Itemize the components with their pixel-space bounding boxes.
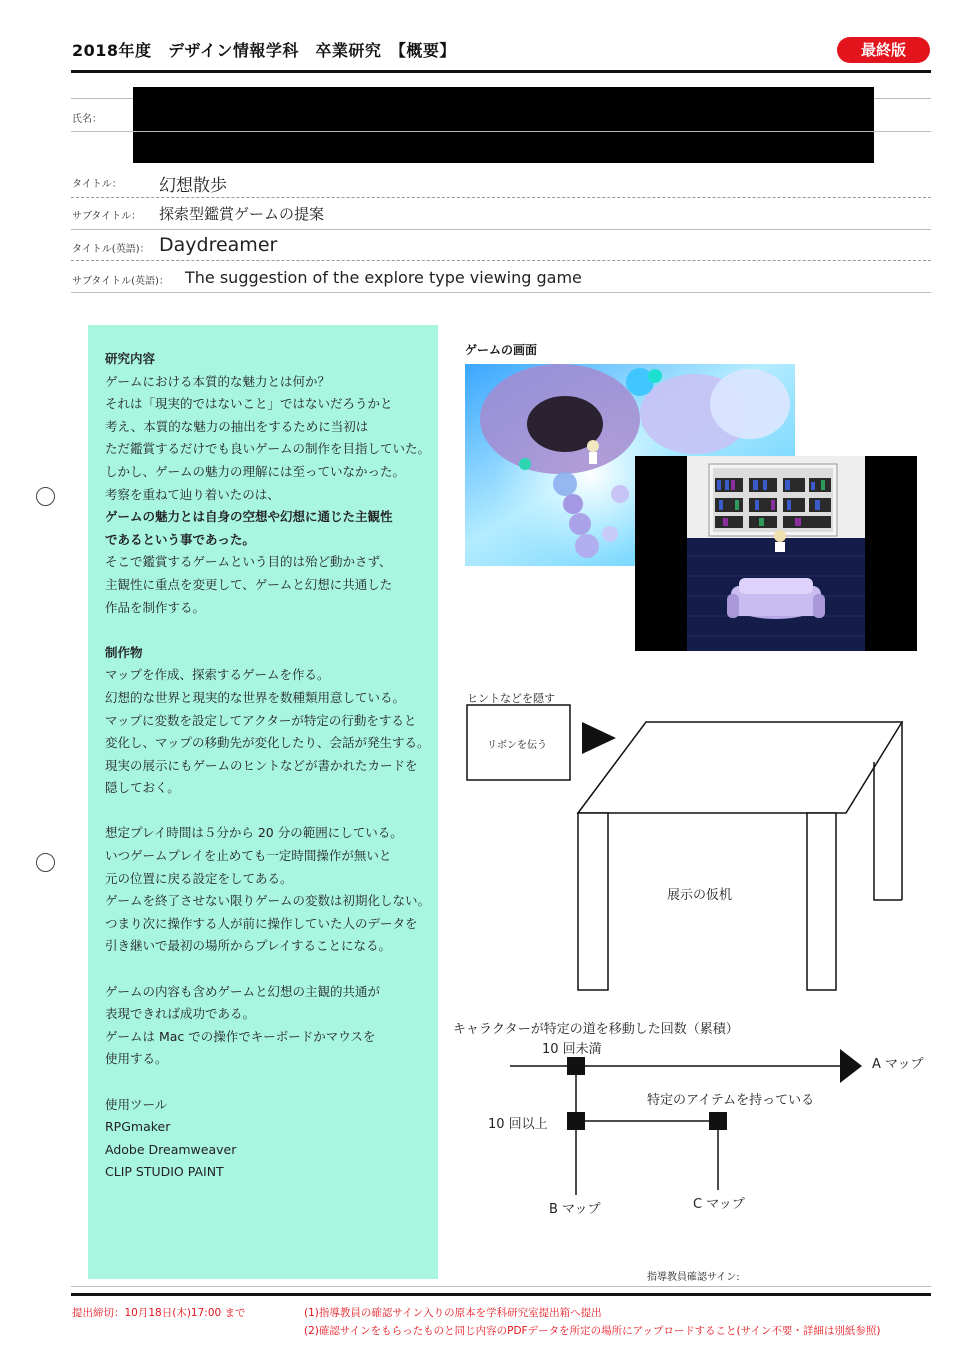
body-line: 現実の展示にもゲームのヒントなどが書かれたカードを — [105, 757, 418, 773]
flow-title: キャラクターが特定の道を移動した回数（累積） — [453, 1022, 739, 1037]
flow-map-a: A マップ — [872, 1057, 924, 1072]
flow-diagram — [500, 1045, 870, 1195]
flow-under10: 10 回未満 — [542, 1042, 602, 1057]
body-line: 作品を制作する。 — [105, 599, 206, 615]
body-line: 考え、本質的な魅力の抽出をするために当初は — [105, 418, 369, 434]
table-label: 展示の仮机 — [667, 888, 733, 903]
body-line: ゲームの魅力とは自身の空想や幻想に通じた主観性 — [105, 509, 393, 525]
field-rule — [71, 292, 931, 293]
flow-map-c: C マップ — [693, 1197, 745, 1212]
field-rule — [71, 131, 931, 132]
ribbon-label: リボンを伝う — [487, 740, 547, 751]
binder-hole — [36, 487, 55, 506]
body-line: マップに変数を設定してアクターが特定の行動をすると — [105, 712, 417, 728]
field-rule — [71, 229, 931, 230]
body-line: 隠しておく。 — [105, 780, 180, 796]
field-divider — [71, 260, 931, 261]
body-line: 幻想的な世界と現実的な世界を数種類用意している。 — [105, 689, 406, 705]
title-label: タイトル： — [72, 179, 122, 190]
footer-rule — [71, 1293, 931, 1296]
room-screenshot — [635, 456, 917, 651]
body-line: マップを作成、探索するゲームを作る。 — [105, 667, 330, 683]
body-line — [105, 619, 445, 642]
body-line: 研究内容 — [105, 351, 156, 366]
body-line: 変化し、マップの移動先が変化したり、会話が発生する。 — [105, 735, 430, 751]
body-line: 考察を重ねて辿り着いたのは、 — [105, 486, 280, 502]
body-line: 引き継いで最初の場所からプレイすることになる。 — [105, 938, 392, 954]
title-value: 幻想散歩 — [159, 176, 227, 196]
body-line: つまり次に操作する人が前に操作していた人のデータを — [105, 915, 418, 931]
flow-over10: 10 回以上 — [488, 1117, 548, 1132]
sign-rule — [71, 1286, 931, 1287]
body-line: ゲームにおける本質的な魅力とは何か？ — [105, 373, 331, 389]
status-badge: 最終版 — [837, 37, 930, 63]
title-en-value: Daydreamer — [159, 234, 278, 256]
subtitle-en-value: The suggestion of the explore type viewing game — [185, 268, 582, 287]
body-line: 想定プレイ時間は５分から 20 分の範囲にしている。 — [105, 825, 403, 841]
body-line — [105, 958, 445, 981]
body-line — [105, 1071, 445, 1094]
name-label: 氏名： — [72, 114, 102, 125]
footer-note-1: (1)指導教員の確認サイン入りの原本を学科研究室提出箱へ提出 — [304, 1307, 602, 1319]
hint-label: ヒントなどを隠す — [467, 692, 555, 705]
sign-label: 指導教員確認サイン: — [647, 1272, 740, 1283]
name-redaction — [133, 87, 874, 163]
subtitle-en-label: サブタイトル(英語)： — [72, 276, 169, 287]
body-line: であるという事であった。 — [105, 531, 255, 547]
header-rule — [71, 70, 931, 73]
body-line: ただ鑑賞するだけでも良いゲームの制作を目指していた。 — [105, 441, 431, 457]
body-line: Adobe Dreamweaver — [105, 1141, 237, 1157]
body-line: ゲームは Mac での操作でキーボードかマウスを — [105, 1028, 376, 1044]
body-line: 表現できれば成功である。 — [105, 1006, 256, 1022]
body-line: そこで鑑賞するゲームという目的は殆ど動かさず、 — [105, 554, 392, 570]
body-line — [105, 800, 445, 823]
body-line: 使用する。 — [105, 1051, 168, 1067]
body-line: 制作物 — [105, 644, 143, 660]
screen-caption: ゲームの画面 — [465, 343, 538, 357]
deadline: 提出締切：10月18日(木)17:00 まで — [72, 1307, 246, 1319]
body-line: いつゲームプレイを止めても一定時間操作が無いと — [105, 848, 392, 864]
field-divider — [71, 197, 931, 198]
subtitle-value: 探索型鑑賞ゲームの提案 — [159, 205, 325, 223]
body-line: それは「現実的ではないこと」ではないだろうかと — [105, 396, 393, 412]
body-line: 使用ツール — [105, 1096, 168, 1112]
body-line: ゲームを終了させない限りゲームの変数は初期化しない。 — [105, 893, 431, 909]
binder-hole — [36, 853, 55, 872]
body-line: 元の位置に戻る設定をしてある。 — [105, 870, 293, 886]
title-en-label: タイトル(英語)： — [72, 244, 150, 255]
body-line: 主観性に重点を変更して、ゲームと幻想に共通した — [105, 576, 393, 592]
body-line: ゲームの内容も含めゲームと幻想の主観的共通が — [105, 983, 381, 999]
body-line: RPGmaker — [105, 1119, 171, 1135]
body-line: しかし、ゲームの魅力の理解には至っていなかった。 — [105, 463, 406, 479]
page-title: 2018年度 デザイン情報学科 卒業研究 【概要】 — [72, 41, 456, 60]
flow-item: 特定のアイテムを持っている — [647, 1093, 815, 1108]
subtitle-label: サブタイトル： — [72, 211, 142, 222]
body-text — [105, 348, 445, 1184]
flow-map-b: B マップ — [549, 1202, 601, 1217]
footer-note-2: (2)確認サインをもらったものと同じ内容のPDFデータを所定の場所にアップロードすること(サイン不要・詳細は別紙参照) — [304, 1325, 881, 1337]
body-line: CLIP STUDIO PAINT — [105, 1164, 224, 1180]
